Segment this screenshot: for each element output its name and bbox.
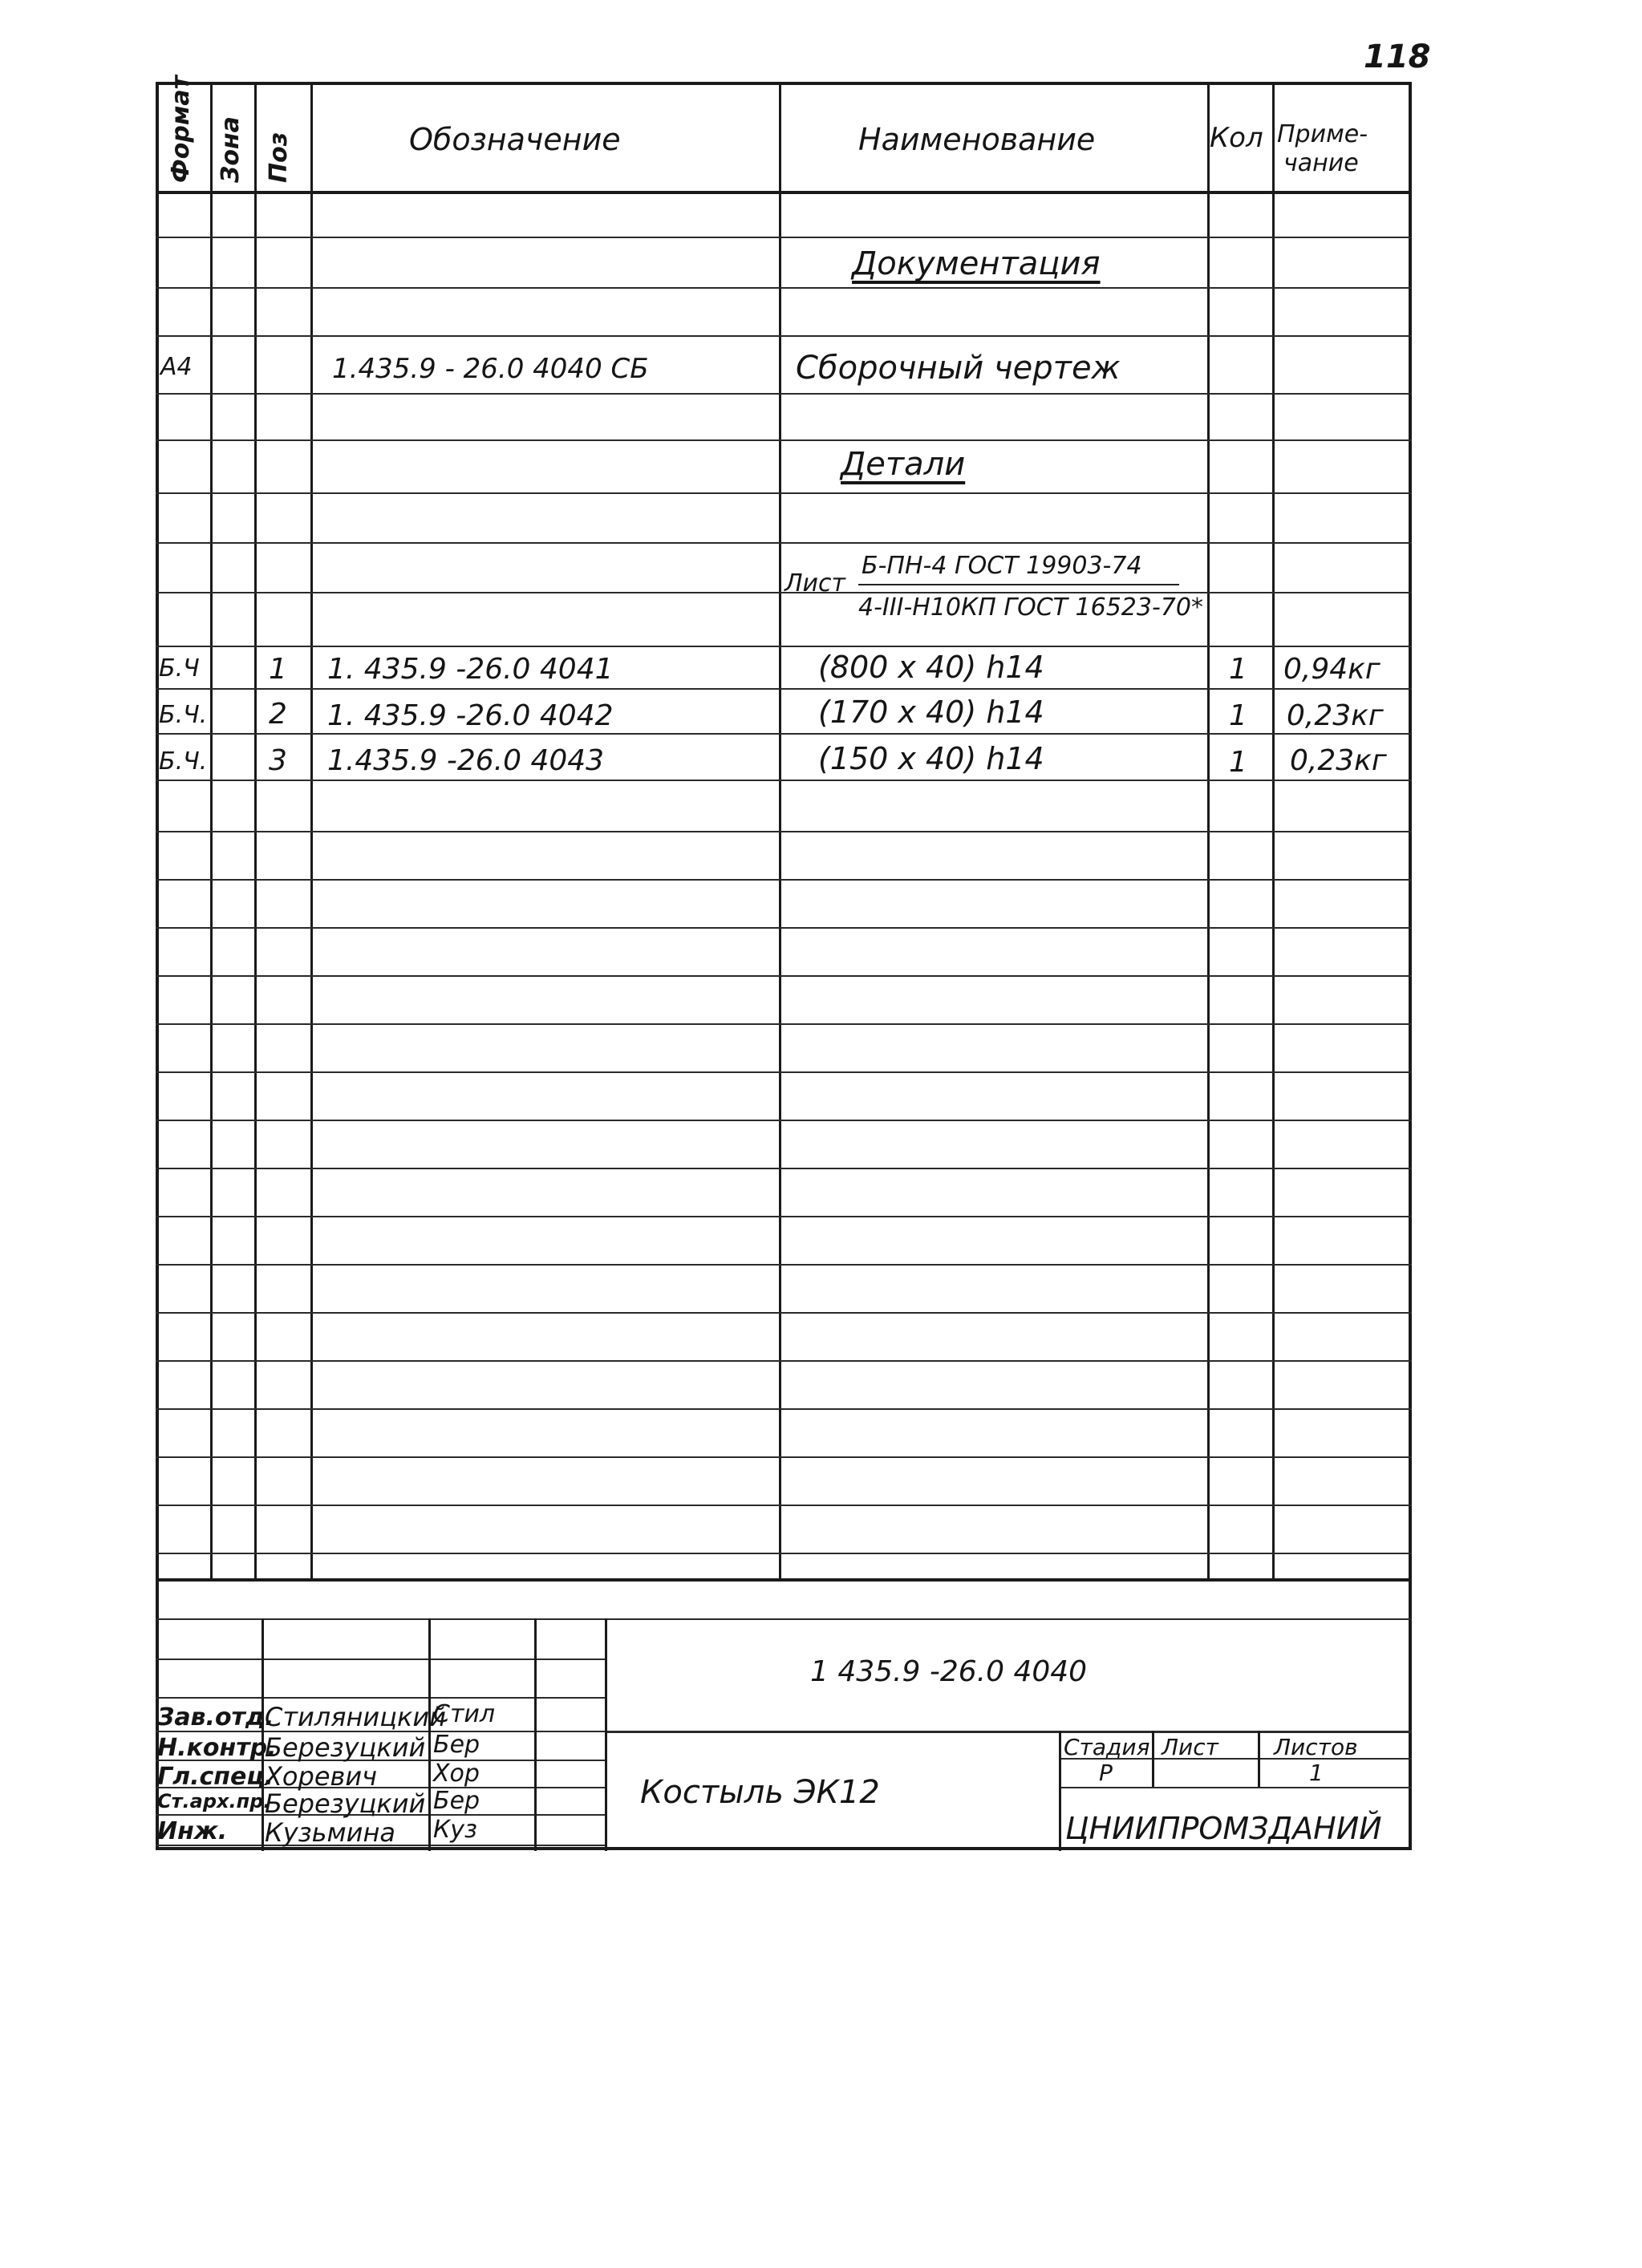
staff-role: Инж.: [157, 1817, 228, 1845]
tb-line: [1059, 1787, 1412, 1788]
tb-col: [605, 1618, 607, 1851]
row-pos: 3: [269, 744, 287, 777]
row-line: [156, 542, 1412, 544]
row-pos: 2: [269, 698, 287, 731]
tb-col: [1152, 1731, 1154, 1787]
staff-role: Н.контр.: [157, 1734, 277, 1762]
row-line: [156, 1312, 1412, 1314]
row-line: [156, 592, 1412, 593]
section-parts: Детали: [841, 446, 966, 483]
header-name: Наименование: [858, 122, 1096, 157]
header-note-line1: Приме-: [1277, 120, 1368, 148]
title-doc-code: 1 435.9 -26.0 4040: [810, 1655, 1088, 1688]
row-line: [156, 393, 1412, 395]
row-note: 0,23кг: [1290, 744, 1387, 777]
row-note: 0,23кг: [1287, 699, 1384, 732]
row-format: Б.Ч.: [159, 701, 208, 729]
row-line: [156, 1168, 1412, 1169]
row-line: [156, 492, 1412, 494]
staff-signature: Стил: [433, 1700, 496, 1728]
row-name: (170 x 40) h14: [818, 695, 1044, 730]
staff-surname: Березуцкий: [265, 1732, 426, 1763]
staff-role: Зав.отд.: [157, 1703, 274, 1731]
staff-signature: Бер: [433, 1731, 480, 1759]
row-line: [156, 646, 1412, 647]
row-line: [156, 1408, 1412, 1410]
header-format: Формат: [167, 75, 195, 183]
row-line: [156, 1216, 1412, 1217]
organization-name: ЦНИИПРОМЗДАНИЙ: [1065, 1811, 1382, 1846]
row-line: [156, 237, 1412, 238]
row-line: [156, 1120, 1412, 1121]
row-line: [156, 927, 1412, 929]
staff-signature: Хор: [433, 1760, 480, 1788]
row-line: [156, 335, 1412, 337]
row-line: [156, 1071, 1412, 1073]
row-line: [156, 688, 1412, 690]
doc-row-designation: 1.435.9 - 26.0 4040 СБ: [332, 353, 649, 385]
staff-surname: Кузьмина: [265, 1817, 395, 1848]
section-documentation: Документация: [852, 245, 1101, 282]
row-pos: 1: [269, 653, 287, 686]
tb-line: [605, 1731, 1412, 1733]
row-line: [156, 439, 1412, 441]
material-line2: 4-III-Н10КП ГОСТ 16523-70*: [858, 593, 1203, 622]
title-product-name: Костыль ЭК12: [640, 1774, 880, 1811]
row-line: [156, 287, 1412, 289]
row-qty: 1: [1229, 653, 1247, 686]
staff-surname: Хоревич: [265, 1761, 378, 1792]
row-line: [156, 879, 1412, 881]
row-line: [156, 733, 1412, 735]
header-divider: [156, 191, 1412, 194]
row-name: (150 x 40) h14: [818, 741, 1044, 776]
staff-signature: Куз: [433, 1816, 478, 1844]
header-note-line2: чание: [1283, 149, 1359, 177]
staff-signature: Бер: [433, 1787, 480, 1815]
row-qty: 1: [1229, 746, 1247, 779]
row-name: (800 x 40) h14: [818, 650, 1044, 685]
tb-line: [156, 1658, 605, 1660]
header-designation: Обозначение: [409, 122, 621, 157]
stage-label: Стадия: [1064, 1734, 1150, 1760]
material-fraction-bar: [858, 584, 1179, 585]
row-format: Б.Ч.: [159, 747, 208, 776]
row-line: [156, 1505, 1412, 1506]
row-designation: 1.435.9 -26.0 4043: [327, 744, 605, 777]
sheet-label: Лист: [1162, 1734, 1218, 1760]
staff-surname: Березуцкий: [265, 1788, 426, 1819]
row-line: [156, 975, 1412, 977]
tb-col: [534, 1618, 537, 1851]
tb-col: [1059, 1731, 1061, 1851]
row-line: [156, 1553, 1412, 1554]
row-line: [156, 831, 1412, 832]
row-designation: 1. 435.9 -26.0 4042: [327, 699, 614, 732]
tb-line: [156, 1697, 605, 1699]
staff-role: Ст.арх.пр.: [157, 1790, 271, 1812]
row-line: [156, 780, 1412, 781]
header-pos: Поз: [265, 132, 293, 183]
tb-col: [1258, 1731, 1260, 1787]
stage-value: Р: [1099, 1760, 1113, 1786]
header-qty: Кол: [1210, 122, 1263, 154]
sheets-value: 1: [1309, 1760, 1324, 1786]
staff-role: Гл.спец.: [157, 1763, 274, 1791]
material-label: Лист: [785, 569, 846, 597]
row-format: Б.Ч: [159, 654, 200, 682]
row-qty: 1: [1229, 699, 1247, 732]
row-line: [156, 1023, 1412, 1025]
doc-row-format: А4: [160, 353, 193, 381]
doc-row-name: Сборочный чертеж: [796, 350, 1121, 387]
material-line1: Б-ПН-4 ГОСТ 19903-74: [862, 552, 1142, 580]
tb-col: [428, 1618, 431, 1851]
page-number: 118: [1364, 38, 1431, 75]
tb-line: [156, 1618, 1412, 1620]
row-line: [156, 1264, 1412, 1266]
staff-surname: Стиляницкий: [265, 1702, 446, 1732]
row-line: [156, 1360, 1412, 1362]
sheets-label: Листов: [1274, 1734, 1358, 1760]
header-zone: Зона: [217, 116, 245, 183]
row-note: 0,94кг: [1283, 653, 1380, 686]
row-line: [156, 1456, 1412, 1458]
row-designation: 1. 435.9 -26.0 4041: [327, 653, 614, 686]
